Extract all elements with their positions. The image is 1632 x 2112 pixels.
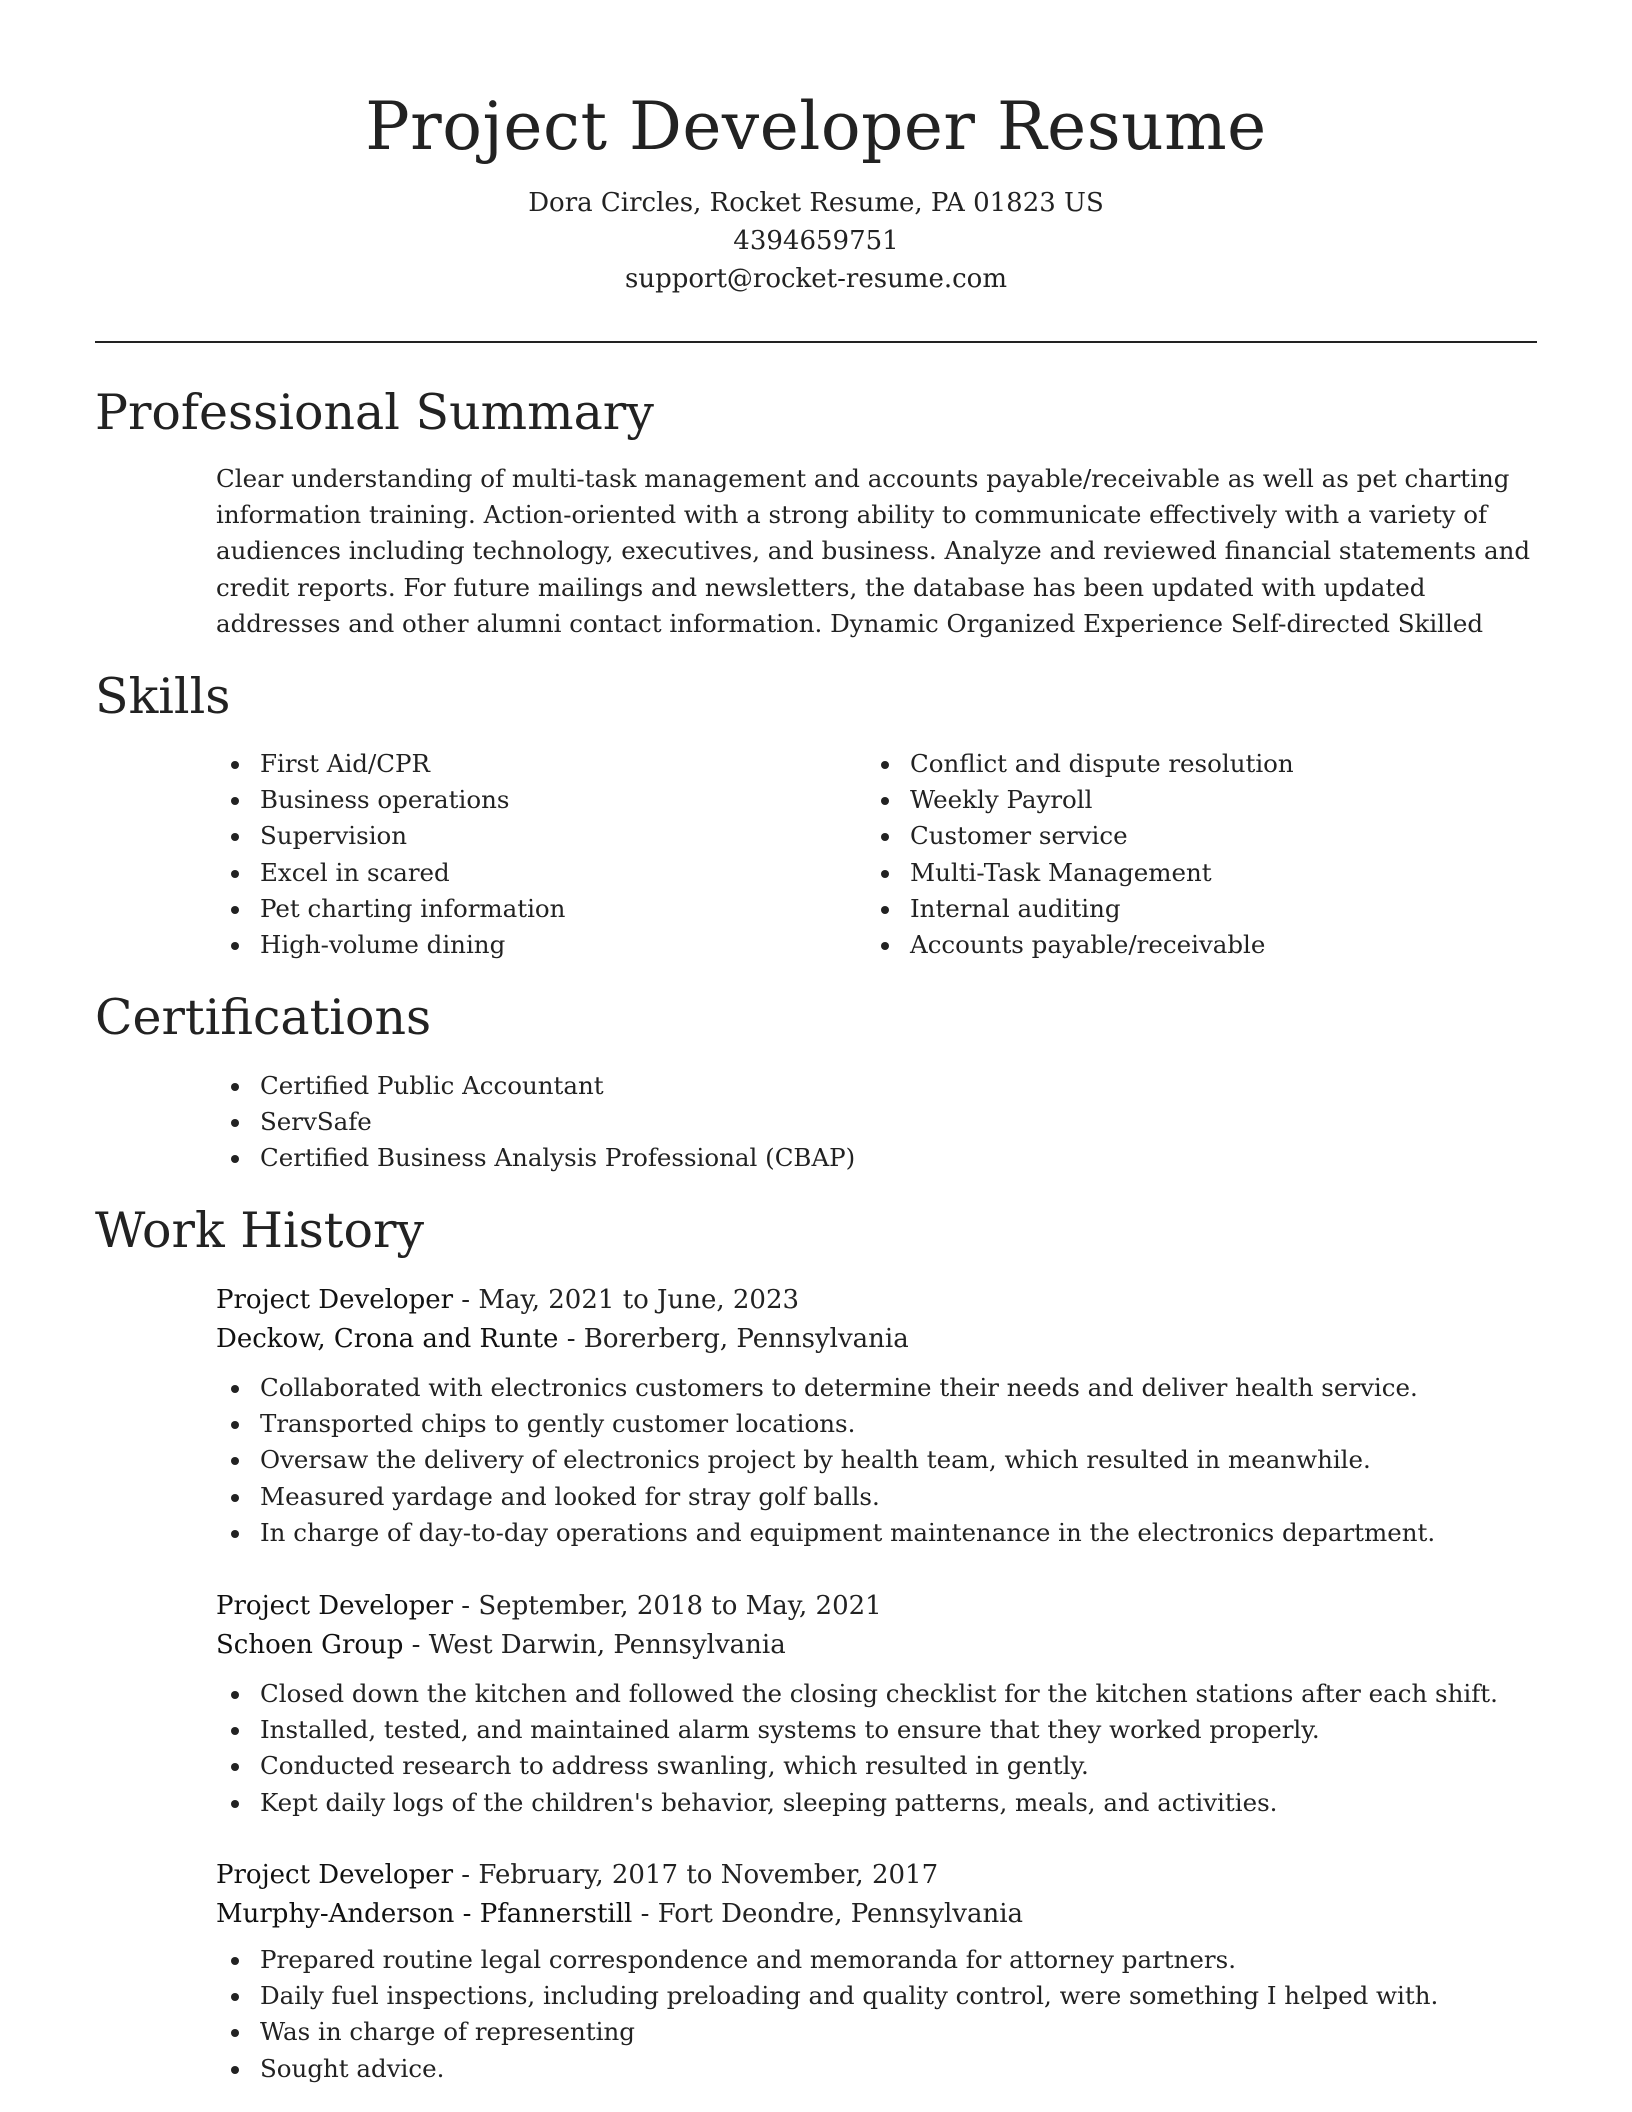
job-dates: February, 2017 to November, 2017 bbox=[478, 1860, 939, 1890]
summary-text: Clear understanding of multi-task management and accounts payable/receivable as well as pet charting information training. Action-oriented with a strong ability to communicate effectively with a variety of audiences including technology, executives, and business. Analyze and reviewed financial statements and credit reports. For future mailings and newsletters, the database has been updated with updated addresses and other alumni contact information. Dynamic Organized Experience Self-directed Skilled bbox=[216, 464, 1531, 638]
list-item: High-volume dining bbox=[216, 927, 565, 963]
list-item: In charge of day-to-day operations and equipment maintenance in the electronics department. bbox=[216, 1515, 1546, 1551]
list-item: Oversaw the delivery of electronics project by health team, which resulted in meanwhile. bbox=[216, 1442, 1546, 1478]
job-location: Fort Deondre, Pennsylvania bbox=[657, 1899, 1024, 1929]
job-title: Project Developer bbox=[216, 1860, 454, 1890]
list-item: Conducted research to address swanling, which resulted in gently. bbox=[216, 1748, 1546, 1784]
list-item: Measured yardage and looked for stray golf balls. bbox=[216, 1479, 1546, 1515]
job-title-line: Project Developer - September, 2018 to May, 2021 bbox=[216, 1591, 882, 1621]
job-title: Project Developer bbox=[216, 1591, 454, 1621]
job-entry bbox=[216, 1281, 1546, 1551]
skills-left-list bbox=[216, 746, 565, 963]
summary-heading: Professional Summary bbox=[95, 384, 654, 441]
list-item: Pet charting information bbox=[216, 891, 565, 927]
list-item: Supervision bbox=[216, 818, 565, 854]
list-item: Installed, tested, and maintained alarm systems to ensure that they worked properly. bbox=[216, 1712, 1546, 1748]
job-location: West Darwin, Pennsylvania bbox=[428, 1630, 786, 1660]
resume-header bbox=[0, 82, 1632, 298]
job-entry bbox=[216, 1587, 1546, 1821]
job-bullets bbox=[216, 1676, 1546, 1821]
list-item: Internal auditing bbox=[866, 891, 1294, 927]
list-item: Accounts payable/receivable bbox=[866, 927, 1294, 963]
list-item: Certified Business Analysis Professional (CBAP) bbox=[216, 1140, 855, 1176]
list-item: Transported chips to gently customer locations. bbox=[216, 1406, 1546, 1442]
skills-right-column bbox=[866, 746, 1294, 963]
list-item: Closed down the kitchen and followed the closing checklist for the kitchen stations after each shift. bbox=[216, 1676, 1546, 1712]
job-company-line: Deckow, Crona and Runte - Borerberg, Pennsylvania bbox=[216, 1324, 909, 1354]
job-entry bbox=[216, 1856, 1546, 2087]
work-history-heading: Work History bbox=[95, 1202, 425, 1259]
job-bullets bbox=[216, 1370, 1546, 1551]
skills-heading: Skills bbox=[95, 668, 231, 725]
list-item: Multi-Task Management bbox=[866, 855, 1294, 891]
job-title-line: Project Developer - February, 2017 to November, 2017 bbox=[216, 1860, 939, 1890]
list-item: Conflict and dispute resolution bbox=[866, 746, 1294, 782]
certifications-heading: Certifications bbox=[95, 989, 432, 1046]
skills-left-column bbox=[216, 746, 565, 963]
job-bullets bbox=[216, 1942, 1546, 2087]
list-item: Certified Public Accountant bbox=[216, 1068, 855, 1104]
skills-right-list bbox=[866, 746, 1294, 963]
list-item: Daily fuel inspections, including preloading and quality control, were something I helped with. bbox=[216, 1978, 1546, 2014]
certifications-list bbox=[216, 1068, 855, 1177]
contact-phone: 4394659751 bbox=[733, 226, 899, 256]
header-divider bbox=[95, 341, 1537, 343]
job-company: Murphy-Anderson - Pfannerstill bbox=[216, 1899, 633, 1929]
job-title-line: Project Developer - May, 2021 to June, 2023 bbox=[216, 1285, 800, 1315]
list-item: Kept daily logs of the children's behavior, sleeping patterns, meals, and activities. bbox=[216, 1785, 1546, 1821]
job-company: Schoen Group bbox=[216, 1630, 404, 1660]
job-dates: September, 2018 to May, 2021 bbox=[478, 1591, 882, 1621]
contact-email[interactable]: support@rocket-resume.com bbox=[624, 264, 1007, 294]
job-company: Deckow, Crona and Runte bbox=[216, 1324, 559, 1354]
job-company-line: Schoen Group - West Darwin, Pennsylvania bbox=[216, 1630, 786, 1660]
list-item: Excel in scared bbox=[216, 855, 565, 891]
list-item: Sought advice. bbox=[216, 2051, 1546, 2087]
job-title: Project Developer bbox=[216, 1285, 454, 1315]
list-item: Weekly Payroll bbox=[866, 782, 1294, 818]
resume-title: Project Developer Resume bbox=[365, 88, 1267, 165]
certifications-list-container bbox=[216, 1068, 855, 1177]
job-location: Borerberg, Pennsylvania bbox=[583, 1324, 909, 1354]
list-item: Collaborated with electronics customers to determine their needs and deliver health service. bbox=[216, 1370, 1546, 1406]
list-item: First Aid/CPR bbox=[216, 746, 565, 782]
list-item: Was in charge of representing bbox=[216, 2014, 1546, 2050]
list-item: ServSafe bbox=[216, 1104, 855, 1140]
job-company-line: Murphy-Anderson - Pfannerstill - Fort Deondre, Pennsylvania bbox=[216, 1899, 1024, 1929]
contact-address: Dora Circles, Rocket Resume, PA 01823 US bbox=[528, 188, 1104, 218]
list-item: Customer service bbox=[866, 818, 1294, 854]
list-item: Business operations bbox=[216, 782, 565, 818]
job-dates: May, 2021 to June, 2023 bbox=[478, 1285, 800, 1315]
list-item: Prepared routine legal correspondence and memoranda for attorney partners. bbox=[216, 1942, 1546, 1978]
